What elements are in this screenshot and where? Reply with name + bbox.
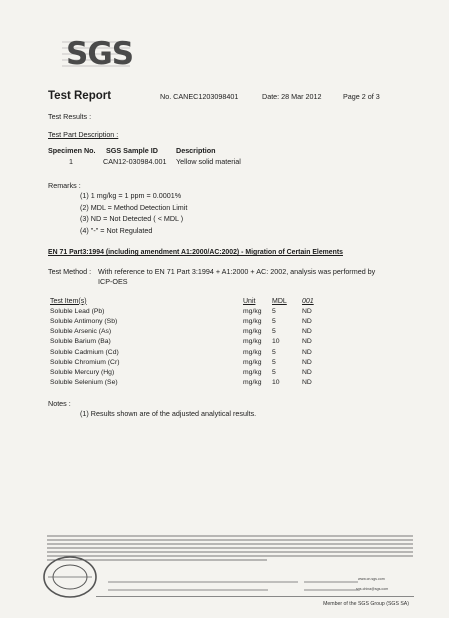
- test-item: Soluble Chromium (Cr): [50, 358, 120, 366]
- note-item: (1) Results shown are of the adjusted analytical results.: [80, 409, 257, 418]
- unit-cell: mg/kg: [243, 328, 262, 336]
- results-table: [50, 296, 332, 388]
- remark-item: (3) ND = Not Detected ( < MDL ): [80, 214, 184, 223]
- specimen-number: 1: [69, 157, 73, 166]
- col-description: Description: [176, 146, 216, 155]
- mdl-cell: 10: [272, 379, 280, 387]
- result-cell: ND: [302, 379, 312, 387]
- result-cell: ND: [302, 338, 312, 346]
- remark-item: (1) 1 mg/kg = 1 ppm = 0.0001%: [80, 191, 182, 200]
- footer-disclaimer: [47, 534, 415, 569]
- footer-email: sgs.china@sgs.com: [356, 587, 389, 591]
- sgs-stamp-icon: [42, 555, 98, 599]
- header-test-items: Test Item(s): [50, 297, 87, 305]
- unit-cell: mg/kg: [243, 358, 262, 366]
- table-row: [50, 367, 332, 377]
- remark-item: (4) "-" = Not Regulated: [80, 226, 153, 235]
- mdl-cell: 5: [272, 358, 276, 366]
- footer-web: www.cn.sgs.com: [358, 577, 385, 581]
- table-row: [50, 337, 332, 347]
- unit-cell: mg/kg: [243, 307, 262, 315]
- col-sample-id: SGS Sample ID: [106, 146, 158, 155]
- report-title: Test Report: [48, 90, 112, 102]
- remarks-label: Remarks :: [48, 181, 81, 190]
- notes-label: Notes :: [48, 399, 71, 408]
- unit-cell: mg/kg: [243, 379, 262, 387]
- test-item: Soluble Cadmium (Cd): [50, 348, 119, 356]
- header-mdl: MDL: [272, 297, 287, 305]
- unit-cell: mg/kg: [243, 348, 262, 356]
- unit-cell: mg/kg: [243, 317, 262, 325]
- test-item: Soluble Lead (Pb): [50, 307, 105, 315]
- result-cell: ND: [302, 358, 312, 366]
- logo-text: SGS: [66, 36, 134, 72]
- mdl-cell: 5: [272, 328, 276, 336]
- result-cell: ND: [302, 368, 312, 376]
- mdl-cell: 10: [272, 338, 280, 346]
- test-item: Soluble Arsenic (As): [50, 328, 112, 336]
- results-header-row: [50, 296, 332, 306]
- test-item: Soluble Antimony (Sb): [50, 317, 118, 325]
- table-row: [50, 327, 332, 337]
- table-row: [50, 306, 332, 316]
- mdl-cell: 5: [272, 307, 276, 315]
- section-title: EN 71 Part3:1994 (including amendment A1:2000/AC:2002) - Migration of Certain Elements: [48, 249, 343, 256]
- result-cell: ND: [302, 348, 312, 356]
- report-date: Date: 28 Mar 2012: [262, 92, 322, 101]
- part-description-heading: Test Part Description :: [48, 130, 119, 139]
- test-method-label: Test Method :: [48, 267, 92, 276]
- result-cell: ND: [302, 317, 312, 325]
- unit-cell: mg/kg: [243, 368, 262, 376]
- result-cell: ND: [302, 328, 312, 336]
- table-row: [50, 357, 332, 367]
- footer-rule: [96, 596, 414, 597]
- table-row: [50, 378, 332, 388]
- mdl-cell: 5: [272, 368, 276, 376]
- test-item: Soluble Barium (Ba): [50, 338, 111, 346]
- test-item: Soluble Selenium (Se): [50, 379, 118, 387]
- unit-cell: mg/kg: [243, 338, 262, 346]
- sample-id: CAN12-030984.001: [103, 157, 167, 166]
- result-cell: ND: [302, 307, 312, 315]
- table-row: [50, 316, 332, 326]
- test-method-text-2: ICP-OES: [98, 277, 128, 286]
- disclaimer-text-lines: [47, 534, 415, 568]
- description-value: Yellow solid material: [176, 157, 241, 166]
- header-result-001: 001: [302, 297, 314, 305]
- test-item: Soluble Mercury (Hg): [50, 368, 115, 376]
- report-number: No. CANEC1203098401: [160, 92, 239, 101]
- table-row: [50, 347, 332, 357]
- member-text: Member of the SGS Group (SGS SA): [323, 601, 409, 607]
- header-unit: Unit: [243, 297, 256, 305]
- test-results-label: Test Results :: [48, 112, 92, 121]
- col-specimen: Specimen No.: [48, 146, 96, 155]
- test-method-text: With reference to EN 71 Part 3:1994 + A1:2000 + AC: 2002, analysis was performed by: [98, 267, 376, 276]
- mdl-cell: 5: [272, 348, 276, 356]
- page-indicator: Page 2 of 3: [343, 92, 380, 101]
- remark-item: (2) MDL = Method Detection Limit: [80, 203, 188, 212]
- mdl-cell: 5: [272, 317, 276, 325]
